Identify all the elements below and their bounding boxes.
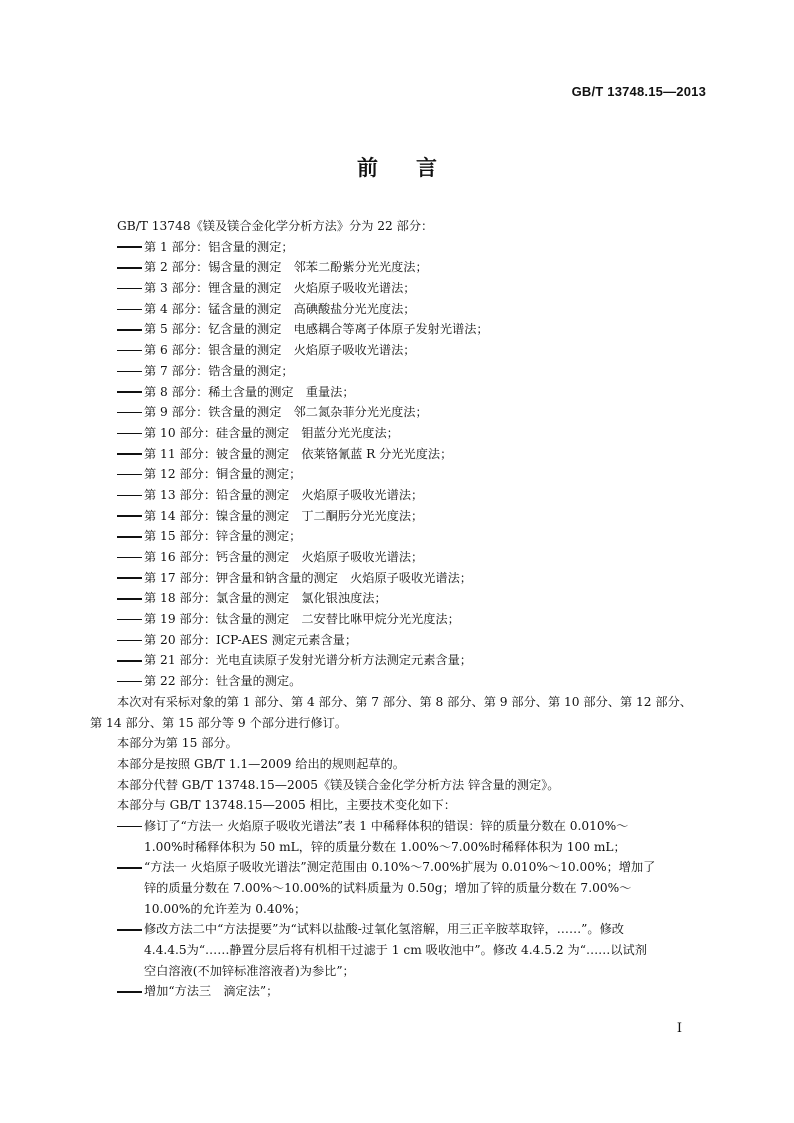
dash-mark <box>117 857 144 878</box>
dash-mark <box>117 319 144 340</box>
dash-mark <box>117 382 144 403</box>
parts-list <box>90 237 706 692</box>
dash-mark <box>117 919 144 940</box>
dash-mark <box>117 506 144 527</box>
change-item: “方法一 火焰原子吸收光谱法”测定范围由 0.10%～7.00%扩展为 0.010%～10.00%；增加了 <box>90 857 706 878</box>
list-item: 第 13 部分：铅含量的测定 火焰原子吸收光谱法； <box>90 485 706 506</box>
list-item: 第 15 部分：锌含量的测定； <box>90 526 706 547</box>
dash-mark <box>117 361 144 382</box>
list-item: 第 2 部分：锡含量的测定 邻苯二酚紫分光光度法； <box>90 257 706 278</box>
statement-part-number: 本部分为第 15 部分。 <box>117 736 238 751</box>
dash-mark <box>117 526 144 547</box>
change-item: 修改方法二中“方法提要”为“试料以盐酸-过氧化氢溶解，用三正辛胺萃取锌，……”。修改 <box>90 919 706 940</box>
foreword-body <box>90 216 706 1002</box>
dash-mark <box>117 671 144 692</box>
change-item-continuation: 4.4.4.5为“……静置分层后将有机相干过滤于 1 cm 吸收池中”。修改 4.4.5.2 为“……以试剂 <box>144 943 647 958</box>
dash-mark <box>117 588 144 609</box>
change-item: 增加“方法三 滴定法”； <box>90 981 706 1002</box>
list-item: 第 9 部分：铁含量的测定 邻二氮杂菲分光光度法； <box>90 402 706 423</box>
statement-drafting-rules: 本部分是按照 GB/T 1.1—2009 给出的规则起草的。 <box>117 756 405 771</box>
list-item: 第 17 部分：钾含量和钠含量的测定 火焰原子吸收光谱法； <box>90 568 706 589</box>
intro-paragraph: GB/T 13748《镁及镁合金化学分析方法》分为 22 部分： <box>117 219 434 233</box>
dash-mark <box>117 423 144 444</box>
statement-replaces: 本部分代替 GB/T 13748.15—2005《镁及镁合金化学分析方法 锌含量的测定》。 <box>117 777 560 792</box>
page-title: 前言 <box>357 156 475 180</box>
change-item-continuation: 1.00%时稀释体积为 50 mL，锌的质量分数在 1.00%～7.00%时稀释体积为 100 mL； <box>144 839 626 854</box>
dash-mark <box>117 278 144 299</box>
list-item: 第 1 部分：铝含量的测定； <box>90 237 706 258</box>
list-item: 第 14 部分：镍含量的测定 丁二酮肟分光光度法； <box>90 506 706 527</box>
list-item: 第 3 部分：锂含量的测定 火焰原子吸收光谱法； <box>90 278 706 299</box>
change-item-continuation: 10.00%的允许差为 0.40%； <box>144 901 307 916</box>
list-item: 第 7 部分：锆含量的测定； <box>90 361 706 382</box>
list-item: 第 16 部分：钙含量的测定 火焰原子吸收光谱法； <box>90 547 706 568</box>
dash-mark <box>117 237 144 258</box>
list-item: 第 8 部分：稀土含量的测定 重量法； <box>90 382 706 403</box>
dash-mark <box>117 402 144 423</box>
list-item: 第 10 部分：硅含量的测定 钼蓝分光光度法； <box>90 423 706 444</box>
standard-code: GB/T 13748.15—2013 <box>571 84 706 99</box>
change-item-continuation: 空白溶液(不加锌标准溶液者)为参比”； <box>144 963 355 978</box>
list-item: 第 6 部分：银含量的测定 火焰原子吸收光谱法； <box>90 340 706 361</box>
list-item: 第 12 部分：铜含量的测定； <box>90 464 706 485</box>
list-item: 第 22 部分：钍含量的测定。 <box>90 671 706 692</box>
changes-list <box>90 816 706 1002</box>
dash-mark <box>117 609 144 630</box>
revision-paragraph-line1: 本次对有采标对象的第 1 部分、第 4 部分、第 7 部分、第 8 部分、第 9 部分、第 10 部分、第 12 部分、 <box>117 694 692 709</box>
list-item: 第 18 部分：氯含量的测定 氯化银浊度法； <box>90 588 706 609</box>
dash-mark <box>117 464 144 485</box>
dash-mark <box>117 816 144 837</box>
dash-mark <box>117 299 144 320</box>
dash-mark <box>117 981 144 1002</box>
list-item: 第 4 部分：锰含量的测定 高碘酸盐分光光度法； <box>90 299 706 320</box>
list-item: 第 20 部分：ICP-AES 测定元素含量； <box>90 630 706 651</box>
dash-mark <box>117 485 144 506</box>
list-item: 第 21 部分：光电直读原子发射光谱分析方法测定元素含量； <box>90 650 706 671</box>
dash-mark <box>117 547 144 568</box>
list-item: 第 19 部分：钛含量的测定 二安替比咻甲烷分光光度法； <box>90 609 706 630</box>
change-item: 修订了“方法一 火焰原子吸收光谱法”表 1 中稀释体积的错误：锌的质量分数在 0.010%～ <box>90 816 706 837</box>
dash-mark <box>117 444 144 465</box>
list-item: 第 5 部分：钇含量的测定 电感耦合等离子体原子发射光谱法； <box>90 319 706 340</box>
dash-mark <box>117 568 144 589</box>
dash-mark <box>117 650 144 671</box>
page-number: I <box>676 1021 682 1036</box>
change-item-continuation: 锌的质量分数在 7.00%～10.00%的试料质量为 0.50g；增加了锌的质量分数在 7.00%～ <box>144 881 632 895</box>
dash-mark <box>117 340 144 361</box>
list-item: 第 11 部分：铍含量的测定 依莱铬氰蓝 R 分光光度法； <box>90 444 706 465</box>
dash-mark <box>117 257 144 278</box>
statement-changes-intro: 本部分与 GB/T 13748.15—2005 相比，主要技术变化如下： <box>117 798 456 813</box>
dash-mark <box>117 630 144 651</box>
revision-paragraph-line2: 第 14 部分、第 15 部分等 9 个部分进行修订。 <box>90 715 348 730</box>
